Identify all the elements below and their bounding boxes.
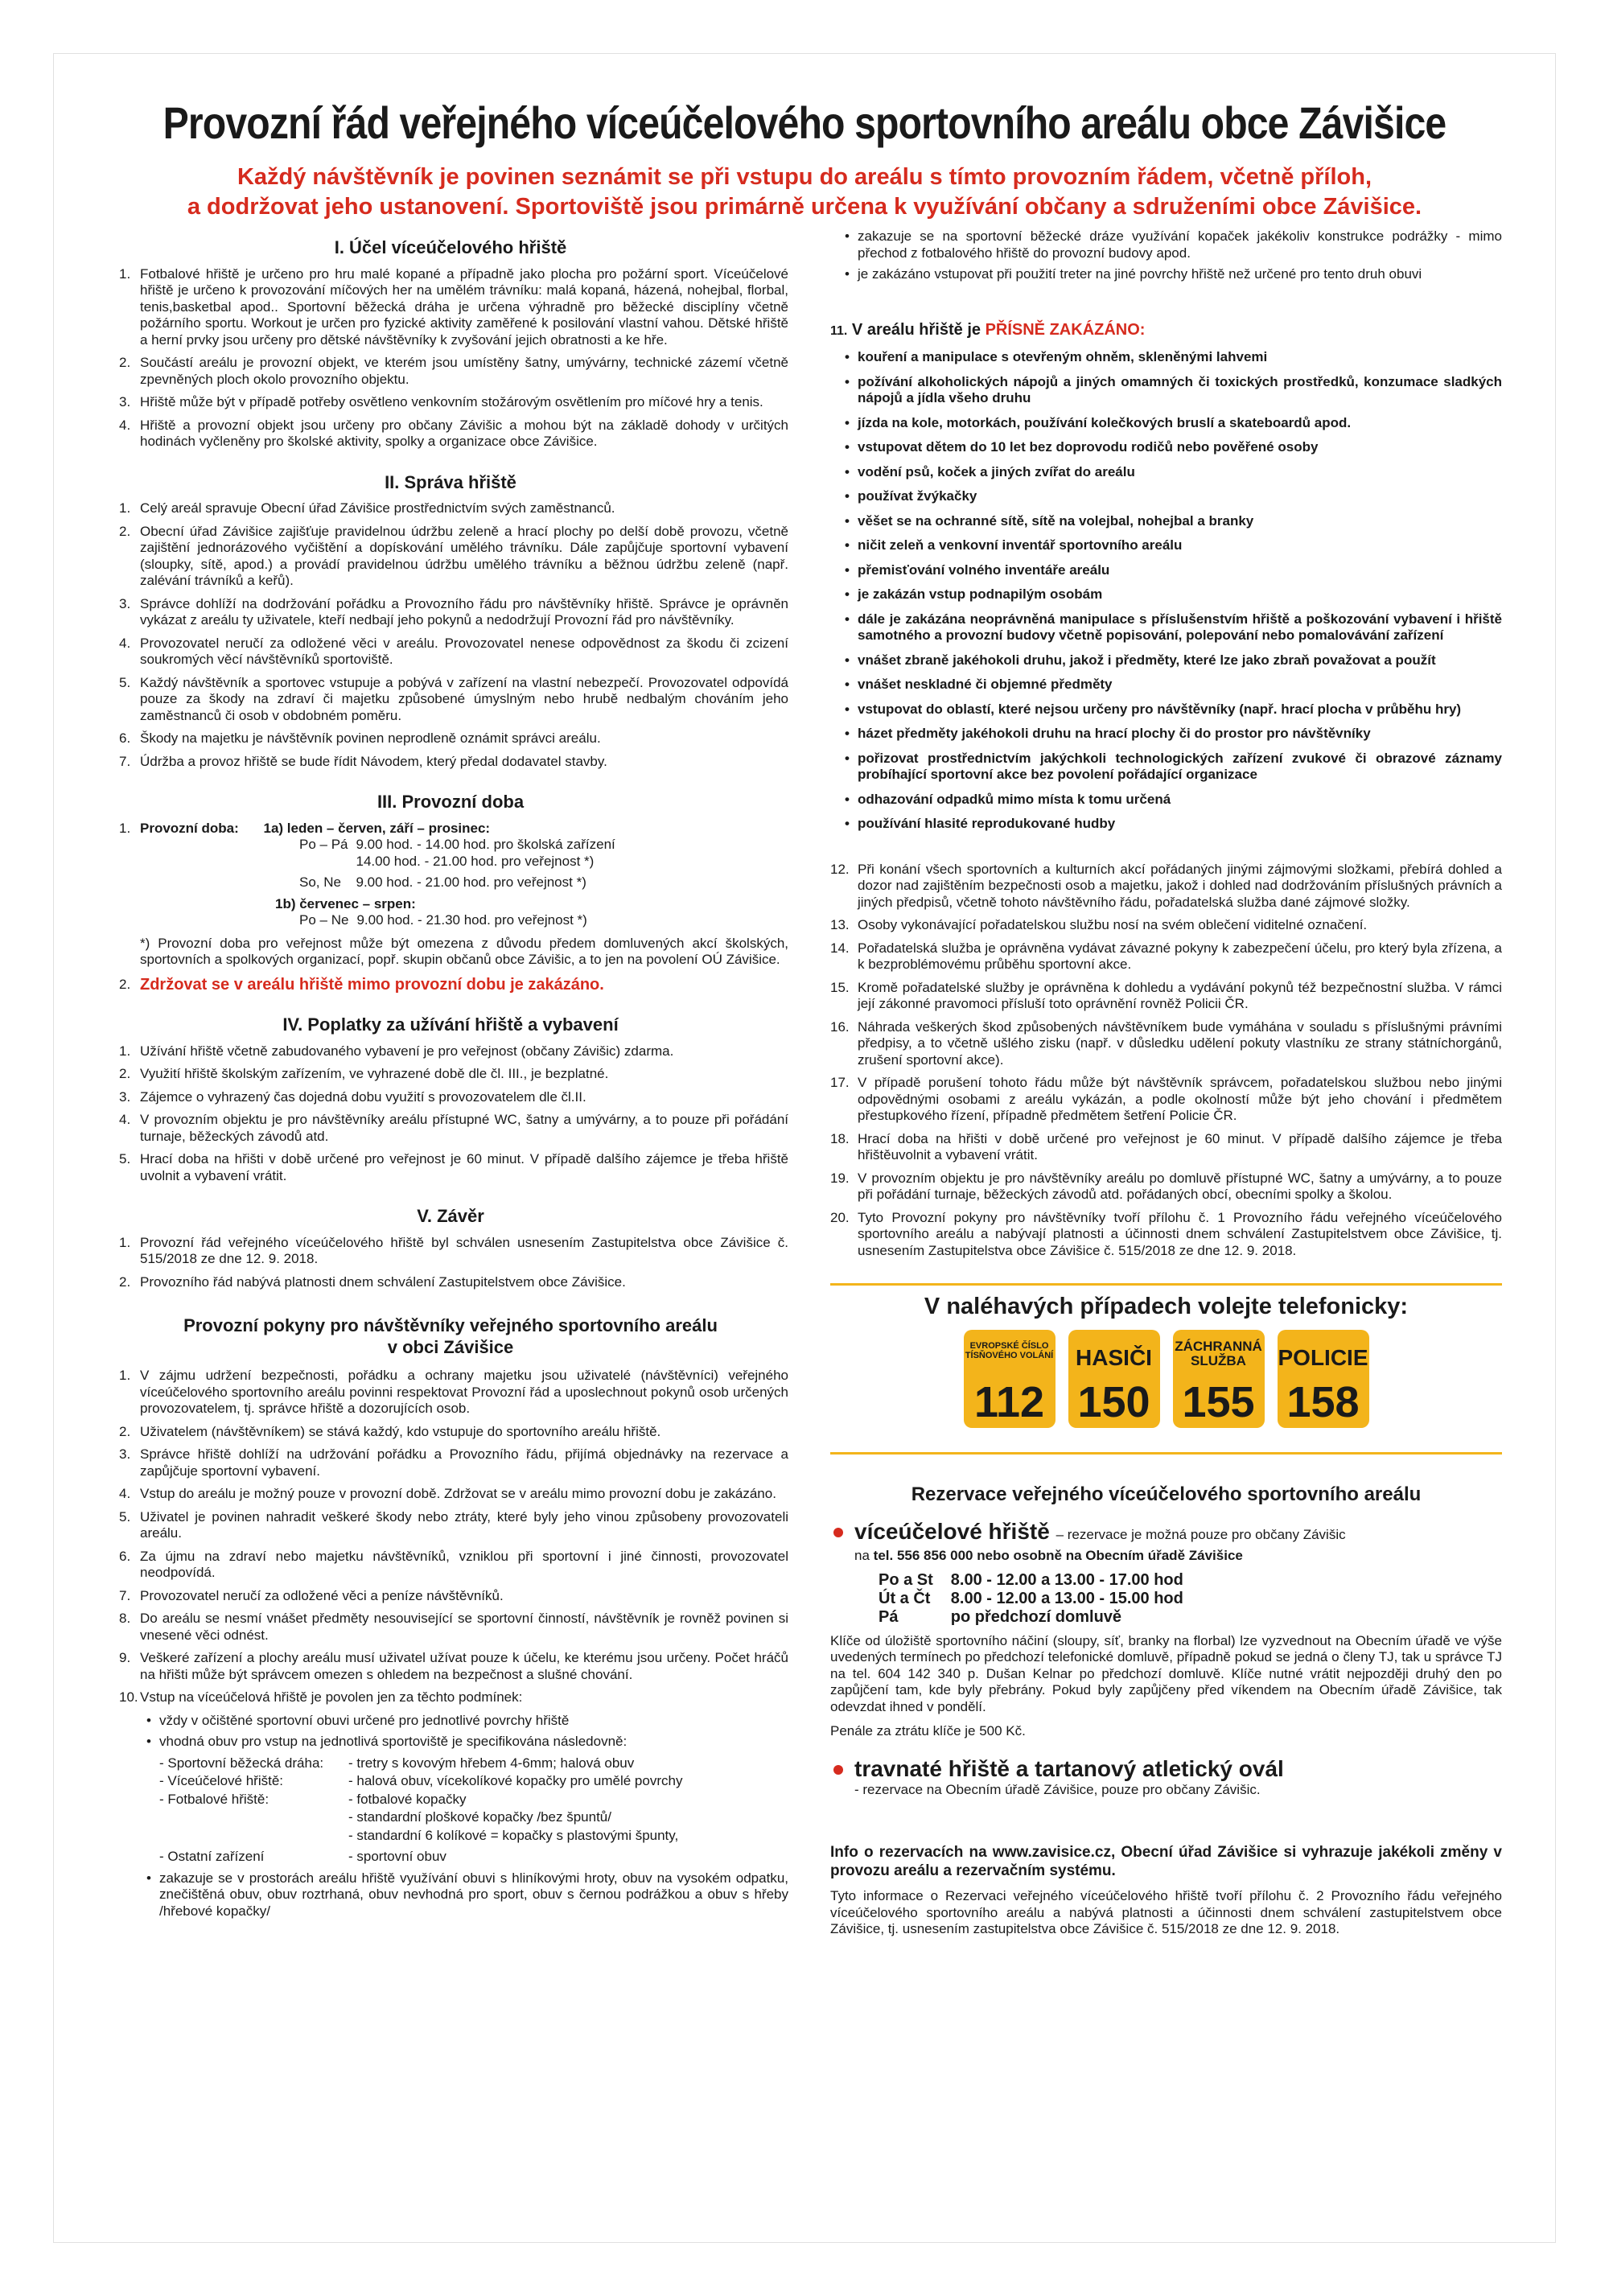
- list-item: 1. Užívání hřiště včetně zabudovaného vybavení je pro veřejnost (občany Závišic) zdarma.: [119, 1043, 674, 1059]
- list-item: • pořizovat prostřednictvím jakýchkoli technologických zařízení zvukové či obrazové záznamy probíhající sportovní akce bez povolení pořádající organizace: [838, 751, 1502, 784]
- list-item: 15. Kromě pořadatelské služby je oprávněna k dohledu a vydávání pokynů též bezpečnostní služba. V rámci její zákonné pravomoci přísluší toto oprávnění rovněž Policii ČR.: [830, 979, 1502, 1011]
- list-item: • kouření a manipulace s otevřeným ohněm, skleněnými lahvemi: [838, 349, 1502, 366]
- list-item: 2. Obecní úřad Závišice zajišťuje pravidelnou údržbu zeleně a hrací plochy po delší době provozu, včetně zajištění jednorázového vyčištění a dopískování umělého trávníku. Dále zapůjčuje sportovní vybavení (sloupky, sítě, apod.) a provádí pravidelnou údržbu umělého trávníku a běžnou údržbu zeleně (např. zalévání trávníků a keřů).: [119, 523, 788, 588]
- table-row: 14.00 hod. - 21.00 hod. pro veřejnost *): [356, 853, 595, 869]
- list-item: 8. Do areálu se nesmí vnášet předměty nesouvisející se sportovní činností, návštěvník je rovněž povinen si vnesené věci odnést.: [119, 1611, 788, 1643]
- opening-hours-label: Provozní doba:: [140, 820, 239, 836]
- management-list: [113, 500, 788, 770]
- emergency-box-155: [1173, 1330, 1265, 1428]
- visitor-rules-list: [113, 1368, 788, 1706]
- list-item: 4. Hřiště a provozní objekt jsou určeny pro občany Závišic a mohou být na základě dohody v určitých hodinách vyčleněny pro školské aktivity, spolky a organizace obce Závišice.: [119, 417, 788, 449]
- list-item: 5. Uživatel je povinen nahradit veškeré škody nebo ztráty, které byly jeho vinou způsobeny provozovateli areálu.: [119, 1508, 788, 1541]
- section-visitor-rules: [113, 1315, 788, 1920]
- list-item: 7. Provozovatel neručí za odložené věci a peníze návštěvníků.: [119, 1587, 504, 1603]
- grass-pitch-heading: travnaté hřiště a tartanový atletický ovál: [830, 1756, 1502, 1782]
- after-hours-warning: 2. Zdržovat se v areálu hřiště mimo provozní dobu je zakázáno.: [119, 975, 604, 994]
- list-item: • odhazování odpadků mimo místa k tomu určená: [838, 792, 1502, 809]
- section-heading: III. Provozní doba: [377, 792, 525, 812]
- list-item: 10. Vstup na víceúčelová hřiště je povolen jen za těchto podmínek:: [119, 1689, 523, 1705]
- list-item: 2. Součástí areálu je provozní objekt, ve kterém jsou umístěny šatny, umývárny, technické zázemí včetně zpevněných ploch okolo provozního objektu.: [119, 355, 788, 387]
- list-item: 18. Hrací doba na hřišti v době určené pro veřejnost je 60 minut. V případě dalšího zájemce je třeba hřištěuvolnit a vybavení vrátit.: [830, 1130, 1502, 1162]
- table-row: - Sportovní běžecká dráha: - tretry s kovovým hřebem 4-6mm; halová obuv: [159, 1755, 635, 1771]
- table-row: - Fotbalové hřiště: - fotbalové kopačky: [159, 1791, 467, 1807]
- list-item: 20. Tyto Provozní pokyny pro návštěvníky tvoří přílohu č. 1 Provozního řádu veřejného víceúčelového sportovního areálu a nabývají platnosti a účinnosti dnem schválení Zastupitelstvem obce Závišice, tj. usnesením Zastupitelstva obce Závišice č. 515/2018 ze dne 12. 9. 2018.: [830, 1209, 1502, 1258]
- list-item: • vodění psů, koček a jiných zvířat do areálu: [838, 464, 1502, 481]
- page-title: Provozní řád veřejného víceúčelového sportovního areálu obce Závišice: [163, 97, 1446, 148]
- emergency-title: V naléhavých případech volejte telefonicky:: [924, 1294, 1409, 1319]
- section-heading: I. Účel víceúčelového hřiště: [334, 237, 567, 257]
- list-item: 1. Provozní řád veřejného víceúčelového hřiště byl schválen usnesením Zastupitelstva obce Závišice č. 515/2018 ze dne 12. 9. 2018.: [119, 1234, 788, 1266]
- emergency-label: EVROPSKÉ ČÍSLO TÍSŇOVÉHO VOLÁNÍ: [965, 1340, 1054, 1360]
- list-item: 7. Údržba a provoz hřiště se bude řídit Návodem, který předal dodavatel stavby.: [119, 753, 607, 769]
- subtitle-line: a dodržovat jeho ustanovení. Sportoviště jsou primárně určena k využívání občany a sdruženími obce Závišice.: [187, 194, 1422, 220]
- emergency-box-112: [964, 1330, 1056, 1428]
- emergency-box-row: [830, 1330, 1502, 1428]
- hours-table-b: [299, 912, 595, 929]
- condition-item: • vhodná obuv pro vstup na jednotlivá sportoviště je specifikována následovně:: [140, 1734, 788, 1751]
- subtitle-line: Každý návštěvník je povinen seznámit se při vstupu do areálu s tímto provozním řádem, včetně příloh,: [237, 164, 1372, 190]
- list-item: 6. Škody na majetku je návštěvník povinen neprodleně oznámit správci areálu.: [119, 730, 601, 746]
- page-subtitle: [113, 163, 1496, 222]
- hours-table-a: [299, 837, 623, 891]
- list-item: • přemisťování volného inventáře areálu: [838, 562, 1502, 579]
- shoe-ban-item: • je zakázáno vstupovat při použití treter na jiné povrchy hřiště než určené pro tento druh obuvi: [838, 266, 1502, 283]
- prohibited-heading: 11. V areálu hřiště je PŘÍSNĚ ZAKÁZÁNO:: [830, 320, 1146, 339]
- list-item: • vnášet neskladné či objemné předměty: [838, 677, 1502, 693]
- section-purpose: [113, 237, 788, 451]
- section-heading: IV. Poplatky za užívání hřiště a vybavení: [282, 1014, 619, 1035]
- list-item: • používat žvýkačky: [838, 488, 1502, 505]
- prohibited-list: [830, 349, 1502, 833]
- list-item: 4. Provozovatel neručí za odložené věci v areálu. Provozovatel nenese odpovědnost za škodu či zcizení soukromých věcí návštěvníků sportoviště.: [119, 635, 788, 667]
- list-item: 17. V případě porušení tohoto řádu může být návštěvník správcem, pořadatelskou službou nebo jinými odpovědnými osobami z areálu vykázán, a podle okolností může být jeho chování i předmětem přestupkového řízení, případně předmětem šetření Policie ČR.: [830, 1075, 1502, 1123]
- keys-paragraph: Klíče od úložiště sportovního náčiní (sloupy, síť, branky na florbal) lze vyzvednout na Obecním úřadě ve výše uvedených termínech po předchozí telefonické domluvě, případně pokud se jedná o členy TJ, tak u správce TJ na tel. 604 142 340 p. Dušan Kelnar po předchozí domluvě. Klíče nutné vrátit nejpozději druhý den po zapůjčení tam, kde byly přebrány. Pokud byly zapůjčeny před víkendem na Obecním úřadě Závišice, tak odevzdat ihned v pondělí.: [830, 1632, 1502, 1714]
- list-item: 6. Za újmu na zdraví nebo majetku návštěvníků, vzniklou při sportovní i jiné činnosti, provozovatel neodpovídá.: [119, 1548, 788, 1580]
- list-item: 1. Celý areál spravuje Obecní úřad Závišice prostřednictvím svých zaměstnanců.: [119, 500, 615, 516]
- list-item: 5. Každý návštěvník a sportovec vstupuje a pobývá v zařízení na vlastní nebezpečí. Provozovatel odpovídá pouze za škody na zdraví či majetku způsobené úmyslným nebo hrubě nedbalým chováním jeho zaměstnanců či osob v obdobném poměru.: [119, 674, 788, 723]
- fees-list: [113, 1043, 788, 1185]
- table-row: Pá po předchozí domluvě: [879, 1607, 1122, 1626]
- list-item: • je zakázán vstup podnapilým osobám: [838, 586, 1502, 603]
- reservation-phone: na tel. 556 856 000 nebo osobně na Obecním úřadě Závišice: [854, 1548, 1243, 1563]
- list-item: • házet předměty jakéhokoli druhu na hrací plochy či do prostor pro návštěvníky: [838, 726, 1502, 743]
- list-item: • jízda na kole, motorkách, používání kolečkových bruslí a skateboardů apod.: [838, 415, 1502, 432]
- reservation-title: Rezervace veřejného víceúčelového sportovního areálu: [911, 1483, 1422, 1505]
- list-item: • věšet se na ochranné sítě, sítě na volejbal, nohejbal a branky: [838, 513, 1502, 530]
- list-item: 2. Uživatelem (návštěvníkem) se stává každý, kdo vstupuje do sportovního areálu hřiště.: [119, 1423, 661, 1439]
- visitor-rules-list-continued: [830, 862, 1502, 1260]
- table-row: - standardní ploškové kopačky /bez špuntů/: [348, 1809, 611, 1825]
- list-item: 16. Náhrada veškerých škod způsobených návštěvníkem bude vymáhána v souladu s příslušnými právními předpisy, a to včetně ušlého zisku (např. v důsledku udělení pokuty vlastníku ze strany státníchorgánů, zrušení sportovní akce).: [830, 1018, 1502, 1068]
- section-heading: V. Závěr: [417, 1206, 484, 1226]
- conclusion-list: [113, 1235, 788, 1291]
- table-row: Po a St 8.00 - 12.00 a 13.00 - 17.00 hod: [879, 1570, 1183, 1589]
- emergency-number: 158: [1286, 1377, 1360, 1426]
- shoe-ban-item: • zakazuje se v prostorách areálu hřiště využívání obuvi s hliníkovými hroty, obuv na vysokém odpatku, znečištěná obuv, obuv roztrhaná, obuv nevhodná pro sport, obuv s černou podrážkou a obuv s hřeby /hřebové kopačky/: [140, 1870, 788, 1920]
- table-row: Po – Ne 9.00 hod. - 21.30 hod. pro veřejnost *): [299, 912, 587, 928]
- emergency-label: ZÁCHRANNÁ SLUŽBA: [1175, 1338, 1262, 1368]
- emergency-label: POLICIE: [1278, 1344, 1368, 1370]
- period-a: 1a) leden – červen, září – prosinec:: [263, 820, 491, 836]
- table-row: - standardní 6 kolíkové = kopačky s plastovými špunty,: [348, 1827, 679, 1843]
- list-item: 1. Fotbalové hřiště je určeno pro hru malé kopané a případně jako plocha pro požární sport. Víceúčelové hřiště je určeno k provozování míčových her na umělém trávníku: malá kopaná, házená, nohejbal, florbal, tenis,basketbal apod.. Sportovní běžecká dráha je určena výhradně pro běžecké disciplíny včetně požárního sportu. Workout je určen pro fyzické aktivity zaměřené k posilování vlastní vahou. Dětské hřiště a herní prvky jsou určeny pro dětské návštěvníky k zvyšování jejich obratnosti a ke hře.: [119, 265, 788, 348]
- section-conclusion: [113, 1208, 788, 1290]
- table-row: So, Ne 9.00 hod. - 21.00 hod. pro veřejnost *): [299, 874, 586, 890]
- list-item: 5. Hrací doba na hřišti v době určené pro veřejnost je 60 minut. V případě dalšího zájemce je třeba hřiště uvolnit a vybavení vrátit.: [119, 1151, 788, 1183]
- table-row: - Ostatní zařízení - sportovní obuv: [159, 1849, 446, 1864]
- list-item: • vnášet zbraně jakéhokoli druhu, jakož i předměty, které lze jako zbraň považovat a použít: [838, 652, 1502, 669]
- shoe-table: [113, 1755, 788, 1866]
- list-item: 2. Využití hřiště školským zařízením, ve vyhrazené době dle čl. III., je bezplatné.: [119, 1066, 609, 1081]
- table-row: - Víceúčelové hřiště: - halová obuv, vícekolíkové kopačky pro umělé povrchy: [159, 1773, 683, 1788]
- list-item: 3. Správce dohlíží na dodržování pořádku a Provozního řádu pro návštěvníky hřiště. Správce je oprávněn vykázat z areálu ty uživatele, kteří nedbají jeho pokynů a nedodržují Provozní řád pro návštěvníky.: [119, 595, 788, 627]
- emergency-numbers-panel: [830, 1283, 1502, 1455]
- list-item: • ničit zeleň a venkovní inventář sportovního areálu: [838, 537, 1502, 554]
- list-item: • vstupovat dětem do 10 let bez doprovodu rodičů nebo pověřené osoby: [838, 439, 1502, 456]
- list-item: • vstupovat do oblastí, které nejsou určeny pro návštěvníky (např. hrací plocha v průběhu hry): [838, 702, 1502, 718]
- info-text: Tyto informace o Rezervaci veřejného víceúčelového hřiště tvoří přílohu č. 2 Provozního řádu veřejného víceúčelového sportovního areálu a nabývá platnosti a účinnosti dnem schválení zastupitelstvem obce Závišice, tj. usnesením zastupitelstva obce Závišice č. 515/2018 ze dne 12. 9. 2018.: [830, 1888, 1502, 1936]
- list-item: 4. Vstup do areálu je možný pouze v provozní době. Zdržovat se v areálu mimo provozní dobu je zakázáno.: [119, 1486, 776, 1501]
- emergency-number: 150: [1077, 1377, 1150, 1426]
- right-column: [830, 228, 1502, 1946]
- section-heading: II. Správa hřiště: [385, 471, 516, 492]
- list-item: 9. Veškeré zařízení a plochy areálu musí uživatel užívat pouze k účelu, ke kterému jsou určeny. Počet hráčů na hřišti může být správcem omezen s ohledem na bezpečnost a slušné chování.: [119, 1650, 788, 1682]
- section-heading: Provozní pokyny pro návštěvníky veřejného sportovního areálu v obci Závišice: [183, 1315, 718, 1357]
- section-management: [113, 471, 788, 771]
- footnote: *) Provozní doba pro veřejnost může být omezena z důvodu předem domluvených akcí školských, sportovních a spolkových organizací, popř. skupin občanů obce Závišic, a to jen na povolení OÚ Závišice.: [140, 935, 788, 967]
- list-item: 12. Při konání všech sportovních a kulturních akcí pořádaných jinými zájmovými složkami, přebírá dohled a dozor nad zajištěním bezpečnosti osob a majetku, jakož i dohled nad dodržováním příslušných právních a jiných předpisů, včetně tohoto návštěvního řádu, pořadatelská služba dané zájmové složky.: [830, 861, 1502, 910]
- list-item: • používání hlasité reprodukované hudby: [838, 816, 1502, 833]
- shoe-ban-item: • zakazuje se na sportovní běžecké dráze využívání kopaček jakékoliv konstrukce podrážky - mimo přechod z fotbalového hřiště do provozní budovy apod.: [838, 228, 1502, 261]
- info-bold: Info o rezervacích na www.zavisice.cz, Obecní úřad Závišice si vyhrazuje jakékoli změny v provozu areálu a rezervačním systému.: [830, 1844, 1502, 1879]
- list-item: 19. V provozním objektu je pro návštěvníky areálu po domluvě přístupné WC, šatny a umývárny, a to pouze při pořádání turnaje, běžeckých závodů atd. pořádaných obcí, obecními spolky a školou.: [830, 1170, 1502, 1202]
- left-column: [113, 228, 788, 1924]
- purpose-list: [113, 266, 788, 451]
- list-item: 2. Provozního řád nabývá platnosti dnem schválení Zastupitelstvem obce Závišice.: [119, 1273, 626, 1290]
- penalty-text: Penále za ztrátu klíče je 500 Kč.: [830, 1723, 1026, 1738]
- list-item: 4. V provozním objektu je pro návštěvníky areálu přístupné WC, šatny a umývárny, a to pouze při pořádání turnaje, běžeckých závodů atd.: [119, 1112, 788, 1144]
- section-fees: [113, 1014, 788, 1184]
- list-item: 1. V zájmu udržení bezpečnosti, pořádku a ochrany majetku jsou uživatelé (návštěvníci) veřejného víceúčelového sportovního areálu povinni respektovat Provozní řád a uposlechnout pokynů osob určených provozovatelem, tj. správce hřiště a dozorujících osob.: [119, 1368, 788, 1416]
- reservation-section: [830, 1483, 1502, 1938]
- opening-hours-block: 1. Provozní doba: 1a) leden – červen, září – prosinec:: [119, 820, 491, 836]
- list-item: • dále je zakázána neoprávněná manipulace s příslušenstvím hřiště a poškozování vybavení i hřiště samotného a provozní budovy včetně popisování, polepování nebo pomalovávání zařízení: [838, 611, 1502, 644]
- condition-item: • vždy v očištěné sportovní obuvi určené pro jednotlivé povrchy hřiště: [140, 1713, 788, 1730]
- multi-court-heading: víceúčelové hřiště – rezervace je možná pouze pro občany Závišic: [830, 1519, 1502, 1548]
- list-item: 13. Osoby vykonávající pořadatelskou službu nosí na svém oblečení viditelné označení.: [830, 917, 1368, 932]
- list-item: 14. Pořadatelská služba je oprávněna vydávat závazné pokyny k zabezpečení účelu, pro který byla zřízena, a k bezproblémovému průběhu sportovní akce.: [830, 940, 1502, 972]
- list-item: 3. Zájemce o vyhrazený čas dojedná dobu využití s provozovatelem dle čl.II.: [119, 1088, 586, 1105]
- office-hours-table: [879, 1571, 1201, 1627]
- section-opening-hours: [113, 794, 788, 993]
- list-item: 3. Správce hřiště dohlíží na udržování pořádku a Provozního řádu, přijímá objednávky na rezervace a zapůjčuje sportovní vybavení.: [119, 1446, 788, 1479]
- period-b: 1b) červenec – srpen:: [275, 895, 416, 911]
- grass-pitch-note: - rezervace na Obecním úřadě Závišice, pouze pro občany Závišic.: [854, 1781, 1261, 1797]
- table-row: Út a Čt 8.00 - 12.00 a 13.00 - 15.00 hod: [879, 1589, 1183, 1607]
- emergency-label: HASIČI: [1076, 1344, 1152, 1370]
- list-item: 3. Hřiště může být v případě potřeby osvětleno venkovním stožárovým osvětlením pro míčové hry a tenis.: [119, 394, 763, 409]
- table-row: Po – Pá 9.00 hod. - 14.00 hod. pro školská zařízení: [299, 837, 615, 852]
- list-item: • požívání alkoholických nápojů a jiných omamných či toxických prostředků, konzumace sladkých nápojů a jídla všeho druhu: [838, 374, 1502, 407]
- emergency-box-150: [1068, 1330, 1160, 1428]
- emergency-box-158: [1278, 1330, 1369, 1428]
- emergency-number: 112: [973, 1377, 1045, 1426]
- emergency-number: 155: [1182, 1377, 1255, 1426]
